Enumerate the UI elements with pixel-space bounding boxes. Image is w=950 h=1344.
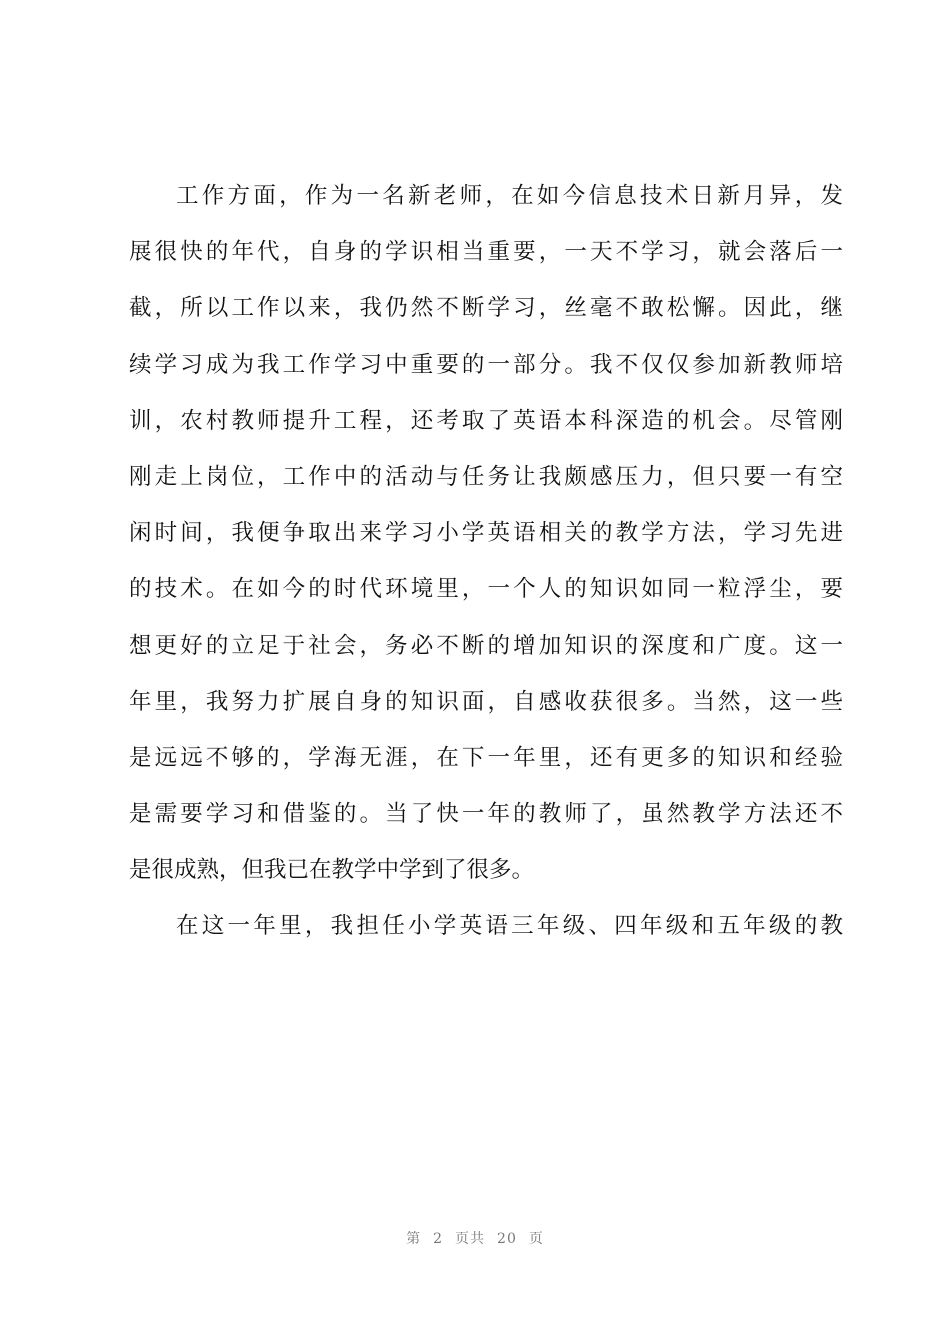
page-footer — [0, 1228, 950, 1248]
paragraph-1-line-3: 截，所以工作以来，我仍然不断学习，丝毫不敢松懈。因此，继 — [129, 295, 843, 322]
paragraph-2-line-1: 在这一年里，我担任小学英语三年级、四年级和五年级的教 — [176, 913, 843, 940]
paragraph-1-line-10: 年里，我努力扩展自身的知识面，自感收获很多。当然，这一些 — [129, 688, 843, 715]
paragraph-1-line-11: 是远远不够的，学海无涯，在下一年里，还有更多的知识和经验 — [129, 744, 843, 771]
footer-prefix: 第 — [406, 1231, 422, 1247]
paragraph-1-line-1: 工作方面，作为一名新老师，在如今信息技术日新月异，发 — [176, 183, 843, 209]
paragraph-1-line-13: 是很成熟，但我已在教学中学到了很多。 — [129, 857, 535, 884]
paragraph-1-line-6: 刚走上岗位，工作中的活动与任务让我颇感压力，但只要一有空 — [129, 463, 843, 490]
footer-page-number: 2 — [433, 1231, 444, 1247]
paragraph-1-line-5: 训，农村教师提升工程，还考取了英语本科深造的机会。尽管刚 — [129, 407, 843, 434]
paragraph-1-line-12: 是需要学习和借鉴的。当了快一年的教师了，虽然教学方法还不 — [129, 801, 843, 828]
document-body — [129, 168, 843, 955]
paragraph-1-line-2: 展很快的年代，自身的学识相当重要，一天不学习，就会落后一 — [129, 239, 843, 266]
paragraph-1-line-4: 续学习成为我工作学习中重要的一部分。我不仅仅参加新教师培 — [129, 351, 843, 378]
paragraph-1-line-9: 想更好的立足于社会，务必不断的增加知识的深度和广度。这一 — [129, 632, 843, 659]
footer-suffix: 页 — [528, 1231, 544, 1247]
paragraph-1-line-7: 闲时间，我便争取出来学习小学英语相关的教学方法，学习先进 — [129, 520, 843, 547]
footer-middle: 页共 — [455, 1231, 486, 1247]
footer-total-pages: 20 — [497, 1231, 517, 1247]
paragraph-1-line-8: 的技术。在如今的时代环境里，一个人的知识如同一粒浮尘，要 — [129, 576, 843, 603]
